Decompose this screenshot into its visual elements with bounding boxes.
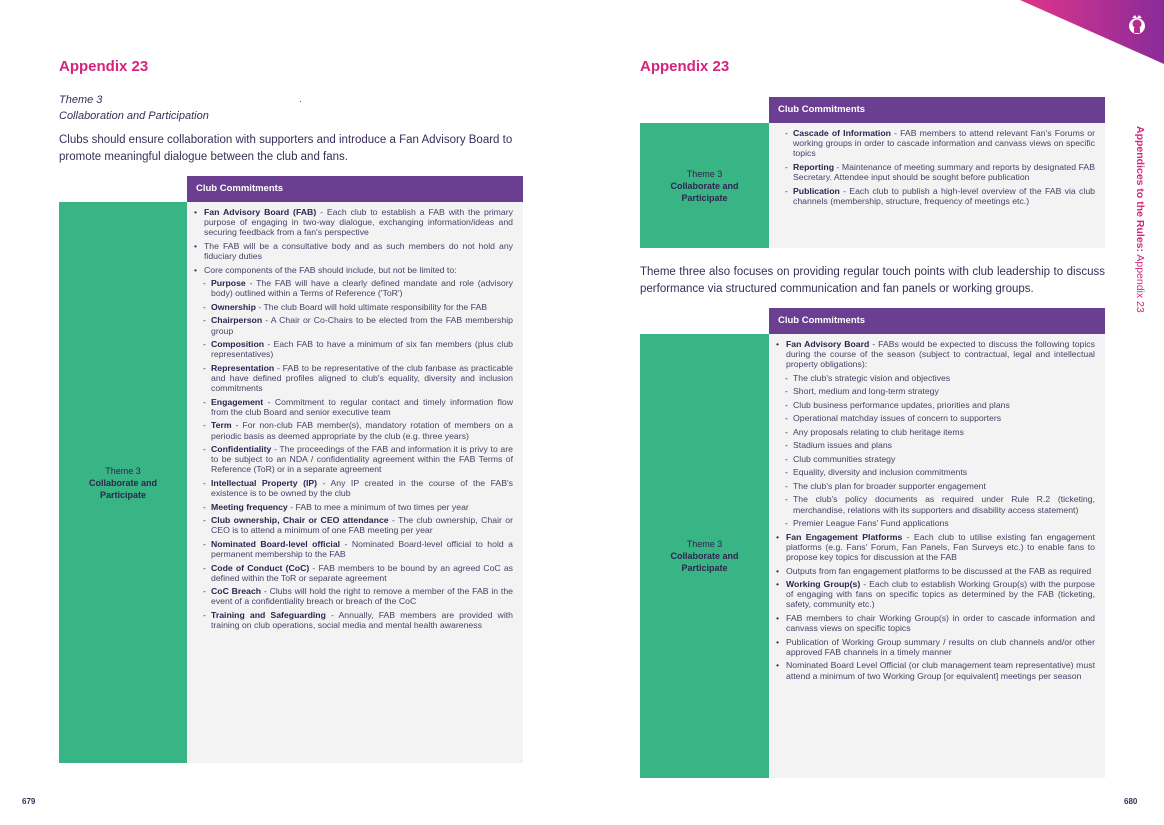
list-item-text: - The club ownership, Chair or CEO is to attend a minimum of one FAB meeting per year (211, 515, 514, 536)
list-item-text: The club's plan for broader supporter engagement (793, 480, 986, 491)
list-item-text: Club communities strategy (793, 453, 896, 464)
list-item (194, 444, 513, 475)
theme-cell (640, 334, 769, 778)
list-item-term: Ownership (211, 301, 256, 312)
list-item-text: Any proposals relating to club heritage items (793, 426, 964, 437)
commitments-table-1 (640, 97, 1105, 248)
list-item (194, 610, 513, 630)
list-item (194, 502, 513, 512)
list-item (776, 427, 1095, 437)
list-item-term: Fan Advisory Board (786, 339, 870, 349)
theme-cell-line1: Theme 3 (686, 539, 723, 549)
page-number: 680 (1124, 797, 1138, 806)
list-item-text: The FAB will be a consultative body and as such members do not hold any fiduciary duties (204, 240, 513, 262)
list-item-text: Short, medium and long-term strategy (793, 386, 939, 397)
list-item (776, 373, 1095, 383)
commitments-table (59, 176, 523, 763)
list-item-term: Chairperson (211, 315, 263, 326)
list-item-text: - FAB members to be bound by an agreed CoC as defined within the ToR or separate agreement (211, 562, 514, 583)
intro-paragraph: Clubs should ensure collaboration with supporters and introduce a Fan Advisory Board to promote meaningful dialogue between the club and fans. (59, 134, 513, 163)
list-item (194, 207, 513, 238)
list-item-text: - Each club to utilise existing fan engagement platforms (e.g. Fans' Forum, Fan Panels, Fan Surveys etc.) to enable fans to propose key topics for discussion at the FAB (786, 531, 1096, 563)
commitments-table-2 (640, 308, 1105, 778)
list-item-term: Confidentiality (211, 444, 272, 455)
list-item (776, 481, 1095, 491)
list-item-text: - Each club to establish Working Group(s) with the purpose of engaging with fans on specific topics as determined by the FAB (ticketing, safety, community etc.) (786, 579, 1095, 610)
list-item-text: - For non-club FAB member(s), mandatory rotation of members on a periodic basis as deemed appropriate by the club (e.g. three years) (211, 420, 513, 441)
list-item-text: Stadium issues and plans (793, 440, 892, 451)
list-item-text: - The proceedings of the FAB and information it is privy to are to be subject to an NDA / confidentiality agreement within the FAB Terms of Reference (ToR) or in a separate agreement (211, 444, 513, 475)
list-item (194, 302, 513, 312)
list-item (776, 386, 1095, 396)
page-number: 679 (22, 797, 36, 806)
side-title-light: Appendix 23 (1134, 252, 1146, 313)
appendix-title: Appendix 23 (640, 58, 730, 75)
list-item (194, 563, 513, 583)
list-item-text: - Clubs will hold the right to remove a member of the FAB in the event of a confidentiality breach or breach of the CoC (211, 586, 513, 607)
list-item-term: CoC Breach (211, 586, 262, 597)
list-item-text: - Each FAB to have a minimum of six fan members (plus club representatives) (211, 339, 513, 360)
list-item-text: The club's strategic vision and objectives (793, 372, 951, 383)
list-item-text: - Each club to publish a high-level overview of the FAB via club channels (membership, structure, frequency of meetings etc.) (793, 185, 1095, 206)
commitments-body (769, 123, 1105, 248)
list-item-text: Publication of Working Group summary / results on club channels and/or other approved FAB channels in a timely manner (786, 636, 1095, 657)
commitments-body (187, 202, 523, 763)
list-item-text: - A Chair or Co-Chairs to be elected from the FAB membership group (211, 315, 513, 336)
list-item-text: - Nominated Board-level official to hold a permanent membership to the FAB (211, 538, 514, 560)
list-item (776, 162, 1095, 182)
list-item-term: Intellectual Property (IP) (211, 477, 318, 488)
list-item-text: Nominated Board Level Official (or club management team representative) must attend a minimum of two Working Group [or equivalent] meetings per season (786, 660, 1095, 681)
list-item-text: Operational matchday issues of concern to supporters (793, 413, 1002, 424)
list-item-text: - FAB to mee a minimum of two times per year (287, 501, 469, 512)
list-item (194, 586, 513, 606)
list-item-text: - Each club to establish a FAB with the primary purpose of engaging in two-way dialogue, exchanging information/ideas and securing feedback from a fan's perspective (204, 207, 513, 238)
list-item-text: - FABs would be expected to discuss the following topics during the course of the season (subject to contractual, legal and intellectual property obligations): (786, 339, 1095, 370)
list-item-text: - Maintenance of meeting summary and reports by designated FAB Secretary. Attendee input should be sought before publication (793, 161, 1095, 183)
list-item-term: Working Group(s) (786, 579, 861, 590)
list-item (194, 339, 513, 359)
list-item-text: Club business performance updates, priorities and plans (793, 399, 1010, 410)
list-item (776, 518, 1095, 528)
theme-cell-line2: Collaborate and (88, 477, 157, 488)
list-item (776, 613, 1095, 633)
list-item-term: Composition (211, 339, 265, 350)
list-item (776, 637, 1095, 657)
side-title-bold: Appendices to the Rules: (1134, 126, 1146, 253)
list-item (194, 478, 513, 498)
list-item (776, 532, 1095, 563)
theme-label-line1: Theme 3 (59, 94, 103, 106)
list-item (776, 440, 1095, 450)
list-item-text: Premier League Fans' Fund applications (793, 518, 949, 529)
focus-paragraph: Theme three also focuses on providing regular touch points with club leadership to discuss performance via structured communication and fan panels or working groups. (640, 266, 1105, 295)
list-item (776, 400, 1095, 410)
list-item (194, 420, 513, 440)
list-item-text: - Any IP created in the course of the FAB's existence is to be owned by the club (211, 477, 513, 499)
table-header: Club Commitments (769, 308, 1105, 334)
list-item (194, 278, 513, 298)
list-item-term: Nominated Board-level official (211, 538, 341, 549)
list-item-term: Reporting (793, 161, 835, 172)
list-item (776, 494, 1095, 514)
table-header: Club Commitments (187, 176, 523, 202)
list-item (194, 265, 513, 275)
stray-dot (300, 101, 301, 102)
list-item-text: - FAB members to attend relevant Fan's Forums or working groups in order to cascade information and canvass views on specific topics (793, 128, 1096, 159)
commitments-list (776, 128, 1095, 206)
list-item (776, 339, 1095, 370)
list-item (194, 363, 513, 394)
list-item-term: Fan Advisory Board (FAB) (204, 207, 317, 217)
list-item-text: Outputs from fan engagement platforms to be discussed at the FAB as required (786, 565, 1092, 576)
list-item (776, 566, 1095, 576)
list-item-term: Purpose (211, 278, 246, 289)
theme-cell-line3: Participate (681, 192, 728, 203)
side-running-title (1134, 126, 1146, 313)
list-item-term: Term (211, 420, 232, 431)
list-item-text: Equality, diversity and inclusion commitments (793, 467, 968, 478)
appendix-title: Appendix 23 (59, 58, 149, 75)
list-item (776, 186, 1095, 206)
commitments-body (769, 334, 1105, 778)
theme-cell-line1: Theme 3 (105, 465, 141, 476)
list-item-text: - The club Board will hold ultimate responsibility for the FAB (255, 301, 488, 312)
theme-cell-line3: Participate (681, 563, 728, 573)
list-item-term: Representation (211, 362, 275, 373)
commitments-list (194, 207, 513, 630)
list-item (194, 539, 513, 559)
list-item-text: The club's policy documents as required under Rule R.2 (ticketing, merchandise, relations with its supporters and disability access statement) (793, 494, 1095, 515)
theme-cell-line3: Participate (99, 489, 147, 500)
commitments-list (776, 339, 1095, 681)
list-item (776, 454, 1095, 464)
theme-cell (640, 123, 769, 248)
theme-cell-line2: Collaborate and (670, 551, 739, 561)
right-page (582, 0, 1164, 825)
list-item (194, 397, 513, 417)
list-item-term: Training and Safeguarding (211, 609, 326, 620)
theme-cell (59, 202, 187, 763)
theme-cell-line1: Theme 3 (686, 168, 723, 179)
list-item (776, 579, 1095, 610)
list-item-term: Publication (793, 185, 840, 196)
list-item (776, 413, 1095, 423)
list-item-term: Engagement (211, 396, 264, 407)
list-item-text: Core components of the FAB should include, but not be limited to: (204, 264, 457, 275)
theme-cell-line2: Collaborate and (670, 180, 739, 191)
list-item-term: Club ownership, Chair or CEO attendance (211, 515, 389, 526)
list-item-text: - Annually, FAB members are provided with training on club operations, social media and mental health awareness (211, 609, 513, 631)
list-item-term: Fan Engagement Platforms (786, 531, 903, 542)
list-item-term: Cascade of Information (793, 128, 891, 138)
list-item (776, 467, 1095, 477)
table-header: Club Commitments (769, 97, 1105, 123)
list-item-text: - FAB to be representative of the club fanbase as practicable and have defined profiles aligned to club's equality, diversity and inclusion commitments (211, 362, 513, 394)
theme-label (59, 92, 209, 124)
list-item-text: FAB members to chair Working Group(s) in order to cascade information and canvass views on specific topics (786, 612, 1095, 634)
list-item-term: Meeting frequency (211, 501, 288, 512)
list-item-term: Code of Conduct (CoC) (211, 562, 310, 573)
list-item (194, 241, 513, 261)
list-item (776, 128, 1095, 159)
list-item-text: - The FAB will have a clearly defined mandate and role (advisory body) outlined within a Terms of Reference ('ToR') (211, 278, 513, 299)
list-item (776, 660, 1095, 680)
list-item (194, 515, 513, 535)
list-item-text: - Commitment to regular contact and timely information flow from the club Board and senior executive team (211, 396, 513, 417)
list-item (194, 315, 513, 335)
theme-label-line2: Collaboration and Participation (59, 110, 209, 122)
